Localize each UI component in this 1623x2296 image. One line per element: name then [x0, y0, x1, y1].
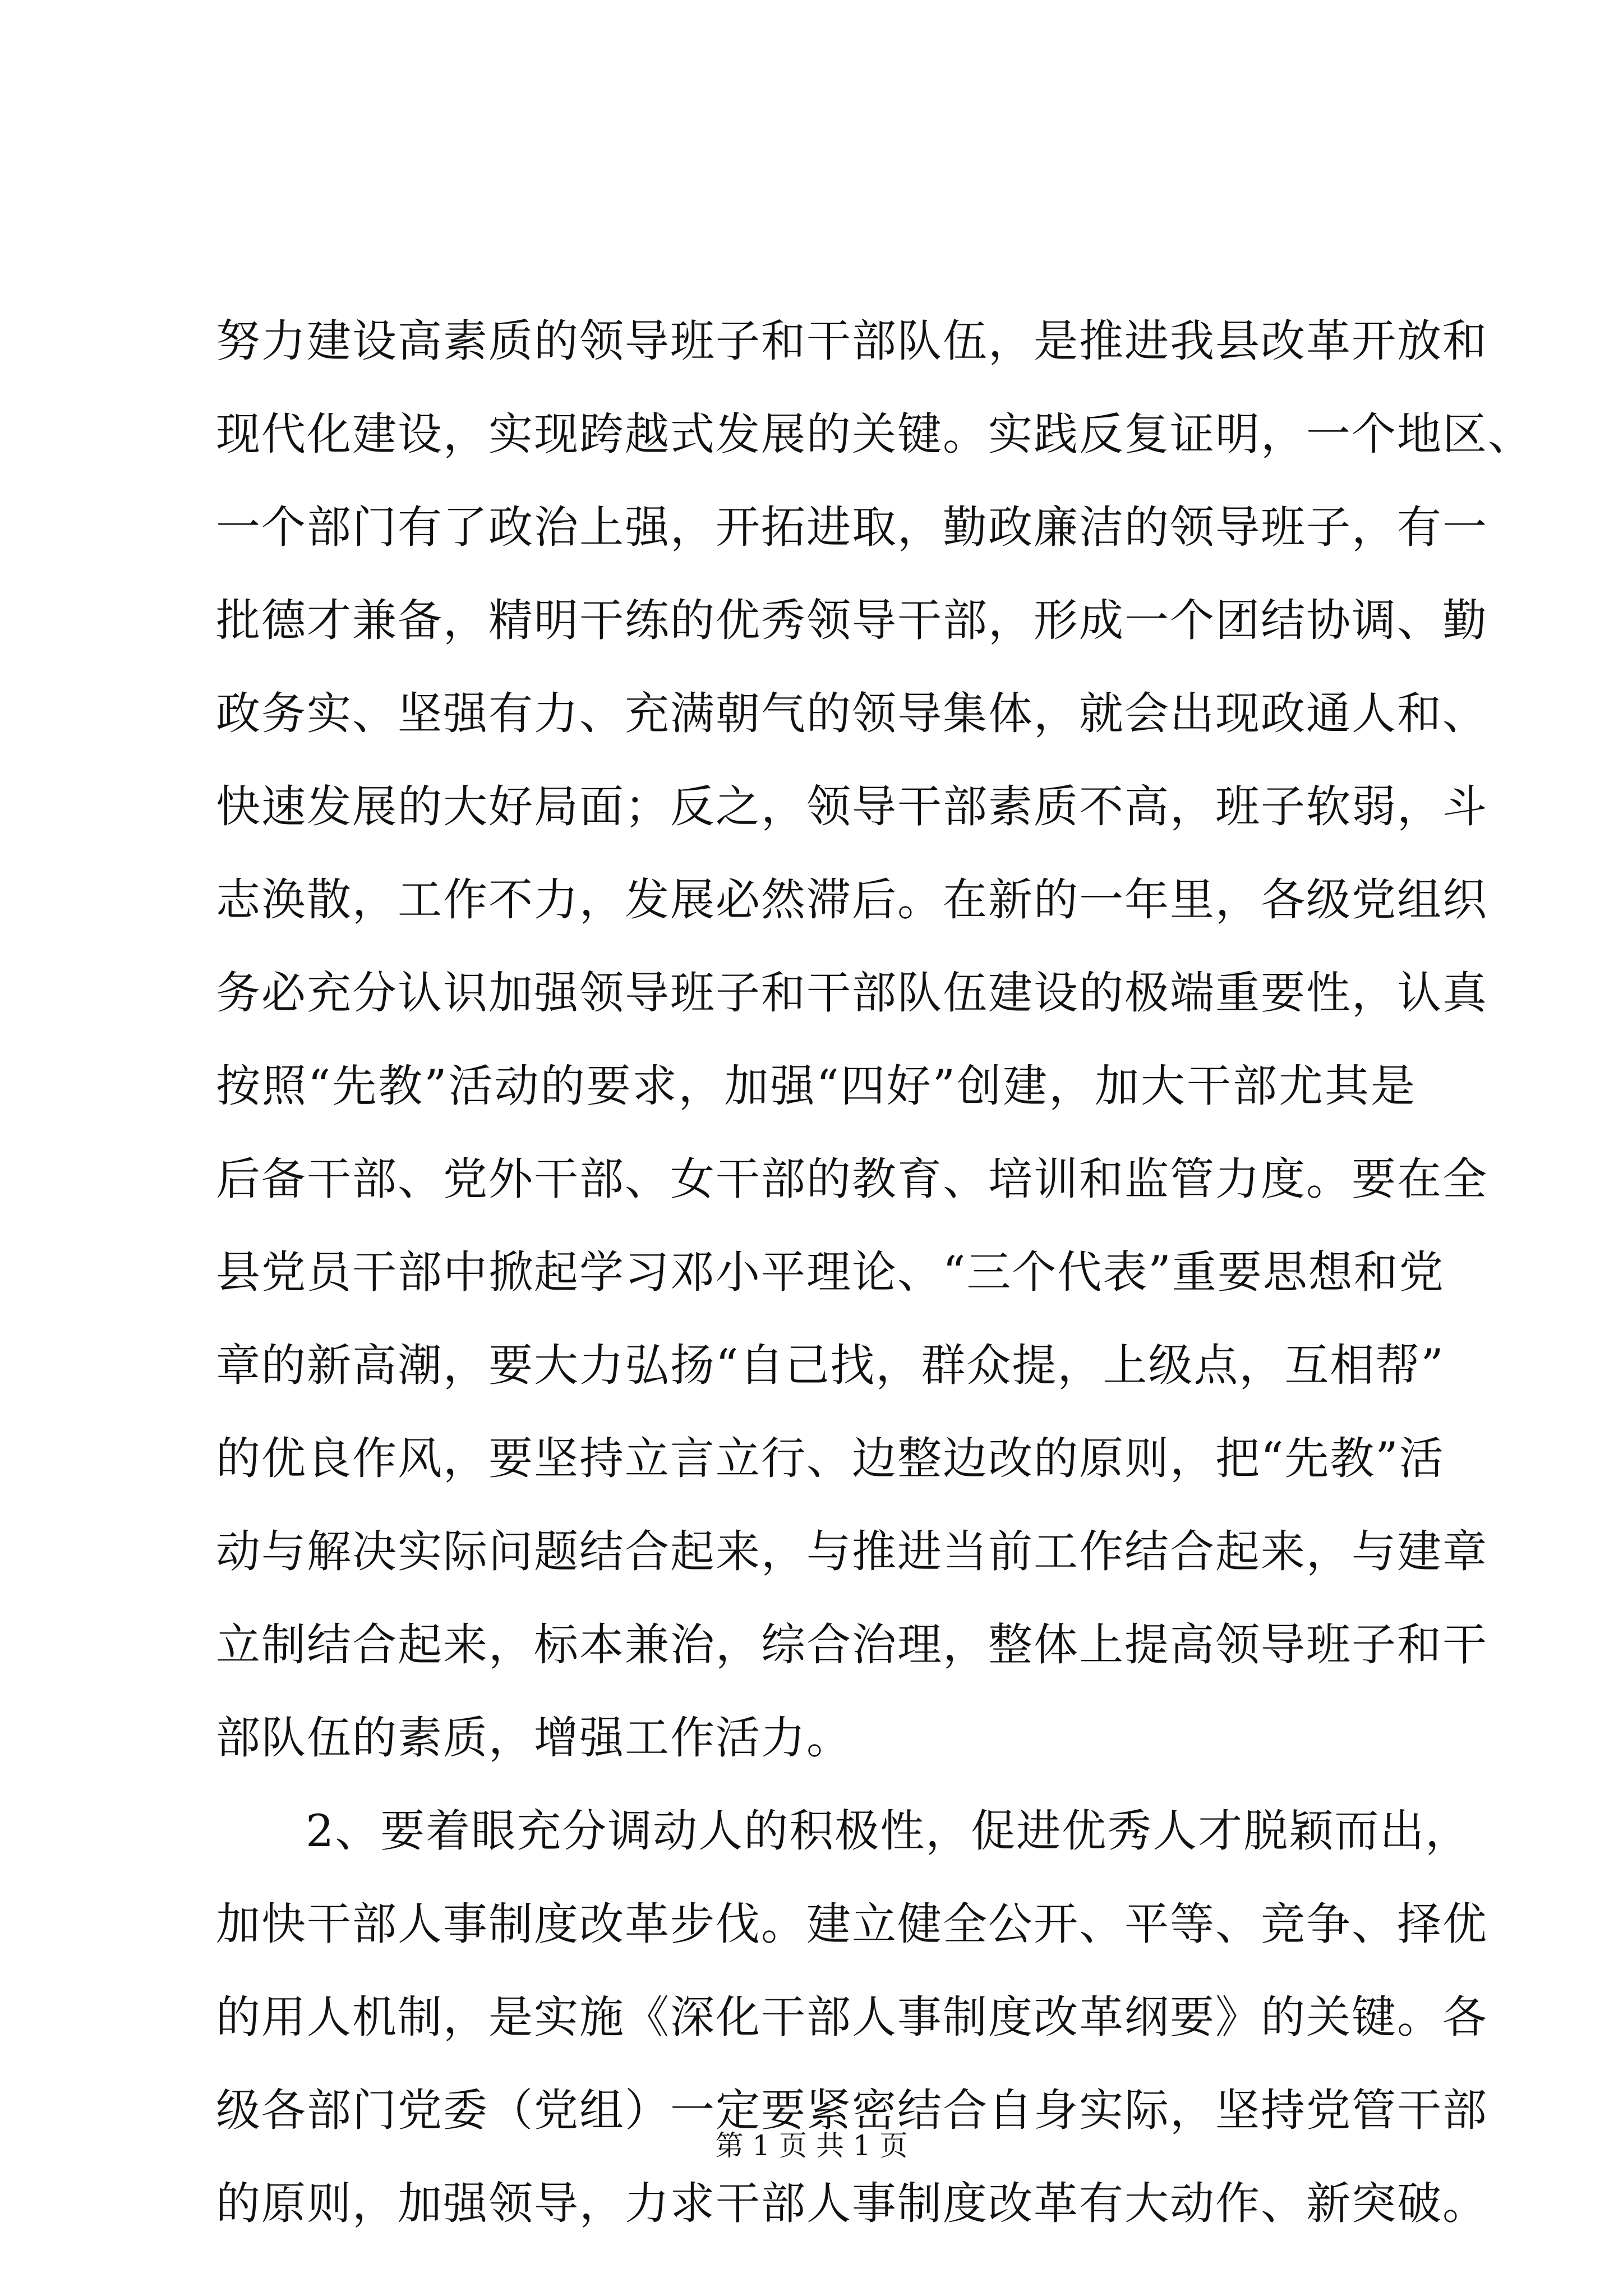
document-body [216, 295, 1533, 2250]
text-line: 的原则，加强领导，力求干部人事制度改革有大动作、新突破。 [216, 2178, 1488, 2229]
text-line: 政务实、坚强有力、充满朝气的领导集体，就会出现政通人和、 [216, 688, 1488, 739]
page-number-label: 第 1 页 共 1 页 [715, 2129, 908, 2162]
paragraph-1 [216, 295, 1533, 1784]
text-line: 加快干部人事制度改革步伐。建立健全公开、平等、竞争、择优 [216, 1898, 1488, 1950]
text-line: 的用人机制，是实施《深化干部人事制度改革纲要》的关键。各 [216, 1991, 1488, 2043]
text-line: 务必充分认识加强领导班子和干部队伍建设的极端重要性，认真 [216, 967, 1488, 1019]
text-line: 快速发展的大好局面；反之，领导干部素质不高，班子软弱，斗 [216, 781, 1488, 832]
text-line: 章的新高潮，要大力弘扬“自己找，群众提，上级点，互相帮” [216, 1340, 1445, 1391]
text-line: 县党员干部中掀起学习邓小平理论、“三个代表”重要思想和党 [216, 1246, 1445, 1298]
text-line: 努力建设高素质的领导班子和干部队伍，是推进我县改革开放和 [216, 315, 1488, 367]
text-line: 按照“先教”活动的要求，加强“四好”创建，加大干部尤其是 [216, 1060, 1416, 1112]
text-line: 的优良作风，要坚持立言立行、边整边改的原则，把“先教”活 [216, 1433, 1445, 1484]
text-line: 后备干部、党外干部、女干部的教育、培训和监管力度。要在全 [216, 1153, 1488, 1205]
text-line: 现代化建设，实现跨越式发展的关键。实践反复证明，一个地区、 [216, 408, 1533, 460]
text-line: 立制结合起来，标本兼治，综合治理，整体上提高领导班子和干 [216, 1619, 1488, 1671]
page-footer [0, 2129, 1623, 2162]
text-line: 部队伍的素质，增强工作活力。 [216, 1712, 852, 1764]
text-line: 志涣散，工作不力，发展必然滞后。在新的一年里，各级党组织 [216, 874, 1488, 926]
text-line: 批德才兼备，精明干练的优秀领导干部，形成一个团结协调、勤 [216, 595, 1488, 646]
paragraph-2 [216, 1784, 1488, 2250]
text-line: 2、要着眼充分调动人的积极性，促进优秀人才脱颖而出， [306, 1805, 1471, 1857]
text-line: 动与解决实际问题结合起来，与推进当前工作结合起来，与建章 [216, 1526, 1488, 1577]
text-line: 级各部门党委（党组）一定要紧密结合自身实际，坚持党管干部 [216, 2085, 1488, 2136]
text-line: 一个部门有了政治上强，开拓进取，勤政廉洁的领导班子，有一 [216, 501, 1488, 553]
